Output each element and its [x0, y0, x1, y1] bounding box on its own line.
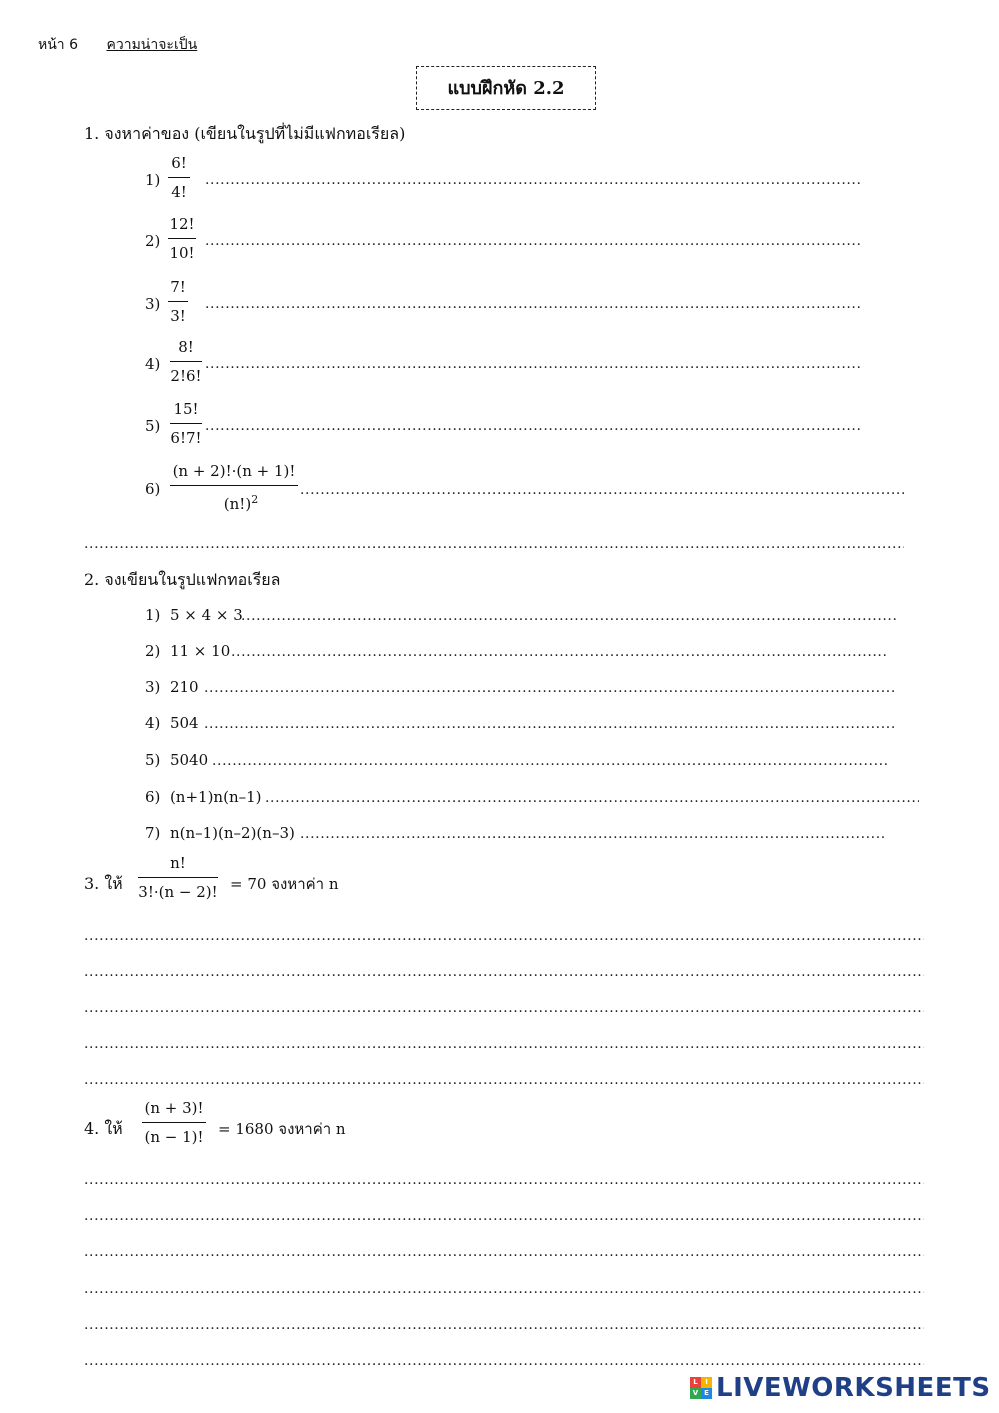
- q4-prefix: 4. ให้: [84, 1119, 123, 1138]
- q2-item: 2) 11 × 10: [145, 642, 231, 660]
- q2-item: 3) 210: [145, 678, 199, 696]
- answer-line[interactable]: [84, 1000, 924, 1016]
- answer-line[interactable]: [231, 644, 886, 660]
- answer-line[interactable]: [84, 1317, 924, 1333]
- q1-item-fraction: (n + 2)!·(n + 1)! $(n!)^2$: [170, 460, 298, 515]
- answer-line[interactable]: [205, 356, 860, 372]
- q1-item-label: 5): [145, 417, 161, 435]
- q3-equation: = 70 จงหาค่า n: [230, 875, 339, 893]
- answer-line[interactable]: [84, 1172, 924, 1188]
- answer-line[interactable]: [212, 753, 890, 769]
- q2-item: 4) 504: [145, 714, 199, 732]
- q2-item: 5) 5040: [145, 751, 209, 769]
- q1-item-label: 4): [145, 355, 161, 373]
- q2-item: 6) (n+1)n(n–1): [145, 788, 262, 806]
- q3-fraction: n! 3!·(n − 2)!: [138, 854, 218, 901]
- q1-item-fraction: 7! 3!: [168, 276, 188, 327]
- answer-line[interactable]: [241, 608, 896, 624]
- answer-line[interactable]: [300, 826, 885, 842]
- answer-line[interactable]: [204, 716, 894, 732]
- answer-line[interactable]: [204, 680, 894, 696]
- liveworksheets-mark-icon: L I V E: [690, 1377, 712, 1399]
- q1-item-label: 2): [145, 232, 161, 250]
- answer-line[interactable]: [205, 296, 860, 312]
- q2-item: 1) 5 × 4 × 3: [145, 606, 243, 624]
- answer-line[interactable]: [84, 1353, 924, 1369]
- exercise-title: แบบฝึกหัด 2.2: [416, 66, 596, 110]
- liveworksheets-logo[interactable]: [690, 1374, 991, 1402]
- q4-fraction: (n + 3)! (n − 1)!: [142, 1097, 206, 1148]
- answer-line[interactable]: [205, 418, 860, 434]
- q3-prefix: 3. ให้: [84, 874, 123, 893]
- answer-line[interactable]: [84, 1036, 924, 1052]
- q1-item-fraction: 12! 10!: [169, 215, 195, 262]
- q1-item-label: 3): [145, 295, 161, 313]
- q2-item: 7) n(n–1)(n–2)(n–3): [145, 824, 295, 842]
- q4-equation: = 1680 จงหาค่า n: [218, 1120, 346, 1138]
- liveworksheets-wordmark: LIVEWORKSHEETS: [716, 1373, 991, 1403]
- q1-item-label: 6): [145, 480, 161, 498]
- answer-line[interactable]: [205, 172, 860, 188]
- page-number: หน้า 6: [38, 37, 79, 53]
- q1-heading: 1. จงหาค่าของ (เขียนในรูปที่ไม่มีแฟกทอเรียล): [84, 124, 406, 143]
- answer-line[interactable]: [84, 1208, 924, 1224]
- q2-heading: 2. จงเขียนในรูปแฟกทอเรียล: [84, 570, 281, 589]
- q1-item-fraction: 15! 6!7!: [170, 400, 202, 447]
- answer-line[interactable]: [84, 1072, 924, 1088]
- answer-line[interactable]: [84, 964, 924, 980]
- q1-item-fraction: 6! 4!: [168, 152, 190, 203]
- page-header: [38, 34, 197, 56]
- answer-line[interactable]: [84, 1281, 924, 1297]
- answer-line[interactable]: [84, 928, 924, 944]
- subject-label: ความน่าจะเป็น: [106, 37, 198, 53]
- answer-line[interactable]: [205, 233, 860, 249]
- q1-item-fraction: 8! 2!6!: [170, 338, 202, 385]
- answer-line[interactable]: [84, 1244, 924, 1260]
- answer-line[interactable]: [265, 790, 919, 806]
- answer-line[interactable]: [84, 536, 904, 552]
- answer-line[interactable]: [300, 482, 904, 498]
- q1-item-label: 1): [145, 171, 161, 189]
